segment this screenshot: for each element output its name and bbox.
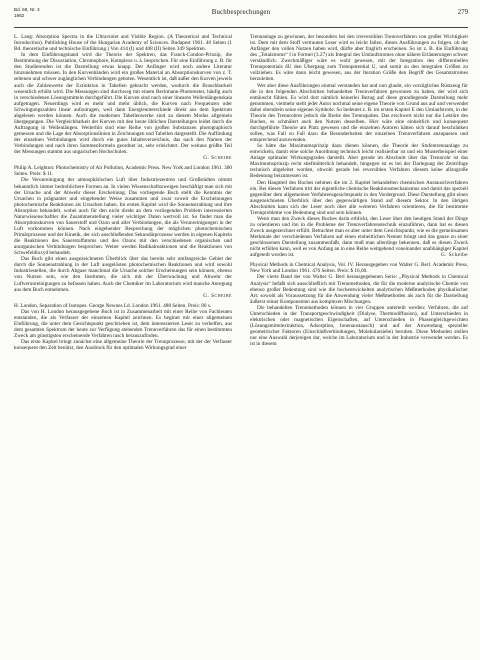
review-4-paragraph: Die behandelten Trennmethoden können in vier Gruppen unterteilt werden: Verfahren, die auf Unterschieden in der Transportgeschwindigkeit (Dialyse, Thermodiffusion), auf Unterschieden in elektrischen oder magnetischen Eigenschaften, auf Unterschieden in Phasengleichgewichten (Lösungsmittelextraktion, Adsorption, Ionenaustausch) und auf der Anwendung spezieller geometrischer Faktoren (Einschlußverbindungen, Molekularsiebe) beruhen. Diese Methoden stellen nur eine Auswahl derjenigen dar, welche im Laboratorium und in der Industrie verwendet werden. Es ist in diesem [250, 304, 468, 348]
review-4-paragraph: Der vierte Band der von Walter G. Berl herausgegebenen Serie: „Physical Methods in Chemical Analysis“ befaßt sich ausschließlich mit Trennmethoden, die für die moderne analytische Chemie von ebenso großer Bedeutung sind wie die hochentwickelten analytischen Meßmethoden physikalischer Art; sowohl als Voraussetzung für die Anwendung vieler Meßmethoden als auch für die Darstellung äußerst reiner Komponenten aus komplexen Mischungen. [250, 274, 468, 305]
page-number: 279 [457, 9, 468, 16]
review-2-paragraph: Das Buch gibt einen ausgezeichneten Überblick über das bereits sehr umfangreiche Gebiet der durch die Sonnenstrahlung in der Luft ausgelösten photochemischen Reaktionen und wird sowohl Industriestellen, die durch Abgase manchmal die Ursache solcher Erscheinungen sein können, ebenso von Nutzen sein, wie den Instituten, die sich mit der Überwachung und Abwehr der Luftverunreinigungen zu befassen haben. Auch der Chemiker im Laboratorium wird manche Anregung aus dem Buch entnehmen. [14, 256, 232, 293]
review-3-continued-paragraph: Wer aber diese Ausführungen einmal verstanden hat und nun glaubt, ein vorzügliches Rüstzeug für die in den folgenden Abschnitten behandelten Trennverfahren gewonnen zu haben, der wird sich enttäuscht fühlen. Es wird dort nämlich keinerlei Bezug auf diese grundlegende Darstellung mehr genommen, vielmehr stellt jeder Autor nochmal seine eigene Theorie von Grund aus auf und verwendet dabei obendrein seine eigenen Symbole. So bedeutet z. B. im ersten Kapitel E den Umlaufstrom, in der Theorie des Trennrohres jedoch die Breite des Trennspaltes. Das erschwert nicht nur die Lektüre des Buches, es schmälert auch den Nutzen desselben. Hier wäre eine einheitlich und konsequent durchgeführte Theorie am Platz gewesen und die einzelnen Autoren hätten sich darauf beschränken sollen, was Fall zu Fall dazu die Besonderheiten der einzelnen Trennverfahren anzupassen und entsprechend anzuwenden. [250, 82, 468, 144]
review-4-title: Physical Methods in Chemical Analysis, Vol. IV. Herausgegeben von Walter G. Berl. Academic Press, New York and London 1961. 476 Seiten. Preis: $ 16,00. [250, 262, 468, 275]
review-1-signature: G. Scheibe [203, 155, 232, 162]
review-2-paragraph: Die Verunreinigung der atmosphärischen Luft über Industriezentren und Großstädten nimmt bekanntlich immer bedrohlichere Formen an. In vielen Wissenschaftszweigen beschäftigt man sich mit der Ursache und der Abwehr dieser Erscheinung. Das vorliegende Buch stellt die Kenntnis der Ursachen in prägnanter und eingehender Weise zusammen und zwar soweit die Erscheinungen photochemische Reaktionen als Ursachen haben. Im ersten Kapitel wird die Sonnenstrahlung und ihre Absorption behandelt, wobei auch für den nicht direkt an dem vorliegenden Problem interessierten Naturwissenschaftler die Zusammenstellung vieler wichtiger Daten wertvoll ist. So findet man die Absorptionskurven von Sauerstoff und Ozon und aller Verbindungen, die als Verunreinigungen in der Luft vorkommen können. Nach eingehender Besprechung der möglichen photochemischen Primärprozesse und der Kinetik, der sich anschließenden Sekundärprozesse werden in eigenen Kapiteln die Reaktionen des Sauerstoffatoms und des Ozons mit den verschiedenen organischen und anorganischen Verbindungen besprochen. Weiter werden Radikalreaktionen und die Reaktionen von Schwefeldioxyd behandelt. [14, 177, 232, 257]
review-1-title: L. Lang: Absorption Spectra in the Ultraviolet and Visible Region. (A Theoretical and Technical Introduction). Publishing House of the Hungarian Academy of Sciences. Budapest 1961. 40 Seiten (1 Bd. theoretische und technische Einführung.) Von 414 (I) und 408 (II) Seiten 349 Spektren. [14, 34, 232, 53]
two-column-body [14, 34, 468, 654]
review-3-title: H. London, Separation of Isotopes. George Newnes Ld. London 1961. 488 Seiten. Preis: 80 s. [14, 302, 212, 309]
review-3-paragraph: Das von H. London herausgegebene Buch ist in Zusammenarbeit mit einer Reihe von Fachleuten entstanden, die als Verfasser der einzelnen Kapitel zeichnen. Es beginnt mit einer allgemeinen Einführung, die unter dem Gesichtspunkt geschrieben ist, dem interessierten Leser zu verhelfen, aus dem gesamten Spektrum der heute zur Verfügung stehenden Trennverfahren das für einen bestimmten Zweck am günstigsten erscheinende Verfahren rasch herauszufinden. [14, 308, 232, 339]
review-3-continued-paragraph: Den Hauptteil des Buches nehmen die im 2. Kapitel behandelten chemischen Austauschverfahren ein. Bei diesen Verfahren tritt der eigentliche chemische Reaktionsmechanismus und damit das speziell gegenüber dem allgemeinen Verfahrensgesichtspunkt in den Vordergrund. Diese Darstellung gibt einen ausgezeichneten Überblick über den gegenwärtigen Stand auf diesem Sektor. In den übrigen Abschnitten kann sich der Leser noch über alle weiteren Verfahren orientieren, die für bestimmte Trennprobleme von Bedeutung sind und sein können. [250, 179, 468, 216]
review-1-paragraph: In dem Einführungsband wird die Theorie der Spektren, das Franck-Condon-Prinzip, die Bestimmung der Dissoziation, Chromophore, Komplexe u. ä. besprochen. Für eine Einführung z. B. für den Studierenden ist die Darstellung etwas knapp. Der Anfänger wird noch andere Literatur hinzunehmen müssen. In den Kurvenbänden wird ein großes Material an Absorptionskurven von z. T. seltenen und schwer zugänglichen Verbindungen geboten. Wesentlich ist, daß außer den Kurven jeweils auch die Zahlenwerte der Extinktion in Tabellen gebracht werden, wodurch die Brauchbarkeit wesentlich erhöht wird. Die Messungen sind durchweg mit einem Beckmann-Photometer, häufig auch in verschiedenen Lösungsmitteln durchgeführt. Die Kurven sind nach einer linearen Wellenlängenskala aufgetragen. Neuerdings wird es mehr und mehr üblich, die Kurven nach Frequenzen oder Schwingungszahlen linear aufzutragen, weil dann Energieunterschiede direkt aus dem Spektrum abgelesen werden können. Auch die modernen Tabellenwerke sind zu diesem Modus allgemein übergegangen. Die Vergleichbarkeit der Kurven mit den heute üblichen Darstellungen leidet durch die Auftragung in Wellenlängen. Weiterhin sind eine Reihe von großen Substanzen photographisch gemessen und die Lage der Absorptionslinien in Zeichnungen und Tabellen dargestellt. Die Auffindung der einzelnen Verbindungen wird durch ein gutes Inhaltsverzeichnis, das nach den Namen der Verbindungen und nach ihren Summenformeln geordnet ist, sehr erleichtert. Der weitaus größte Teil der Messungen stammt aus ungarischen Hochschulen. [14, 52, 232, 156]
running-header [14, 7, 468, 28]
volume-number: Bd. 68, Nr. 3 [14, 7, 40, 12]
review-3-continued-paragraph: Trennanlage zu gewinnen, der besonders bei den irreversiblen Trennverfahren von großer Wichtigkeit ist. Dem mit dem Stoff vertrauten Leser wird es leicht fallen, dieses Ausführungen zu folgen, ob der Anfänger den vollen Nutzen haben wird, dürfte aber fraglich erscheinen. So ist z. B. die Einführung des „Totalstroms“ I in Formel (3.27) als Integral des Umlaufstromes ohne nähere Erläuterungen schwer verständlich. Zweckmäßiger wäre es wohl gewesen, mit der Integration des differentiellen Trennpotentials δU den Übergang zum Trennpotential U, und somit zu den integralen Größen zu vollziehen. Es wäre dann leicht gewesen, aus der Iteration Größe den Begriff des Gesamtstromes herzuleiten. [250, 34, 468, 83]
review-2-signature: G. Scheibe [203, 292, 232, 299]
left-column [14, 34, 232, 654]
review-3-paragraph: Das erste Kapitel bringt zunächst eine allgemeine Theorie der Trennprozesse, mit der der Verfasser konsequent den Zeit benützt, den Ausdruck für den optimalen Wirkungsgrad einer [14, 339, 232, 352]
review-3-continued-paragraph: So hätte das Maximumsprinzip dazu dienen können, die Theorie der Stufentrennanlage zu entwickeln, damit eine solche Anordnung technisch leicht realisierbar ist und ein Musterbeispiel einer Anlage optimaler Wirkungsgrades darstellt. Aber gerade im Abschnitt über das Trennrohr ist das Maximumsprinzip recht stiefmütterlich behandelt, hingegen ist es bei der Darlegung der Zentrifuge technisch abgeleitet worden, obwohl gerade bei reversiblen Verfahren diesem keine allzugroße Bedeutung beizumessen ist. [250, 143, 468, 180]
section-title: Buchbesprechungen [211, 9, 271, 16]
right-column [250, 34, 468, 654]
review-2-title: Philip A. Leighton: Photochemistry of Air Pollution, Academic Press. New York and London 1961. 300 Seiten. Preis: $ 11. [14, 165, 232, 178]
review-3-signature: G. Scheibe [440, 252, 468, 259]
volume-year: 1962 [14, 12, 25, 18]
review-3-continued-paragraph: Wenn man den Zweck dieses Buches darin erblickt, den Leser über den heutigen Stand der Dinge zu orientieren und ihn in die Probleme der Trennverfahrenstechnik einzuführen, dann hat es diesen Zweck ausgezeichnet erfüllt. Betrachtet man es aber unter dem Gesichtspunkt, wie es die gemeinsamen Merkmale der verschiedenen Verfahren auf einen einheitlichen Nenner bringt und das ganze zu einer geschlossenen Darstellung zusammenfaßt, dann muß man allerdings bekennen, daß es diesen Zweck nicht erfüllen kann, weil es von Anfang an in eine Reihe weitgehend voneinander unabhängiger Kapitel aufgeteilt worden ist. G. Scheibe [250, 215, 468, 259]
